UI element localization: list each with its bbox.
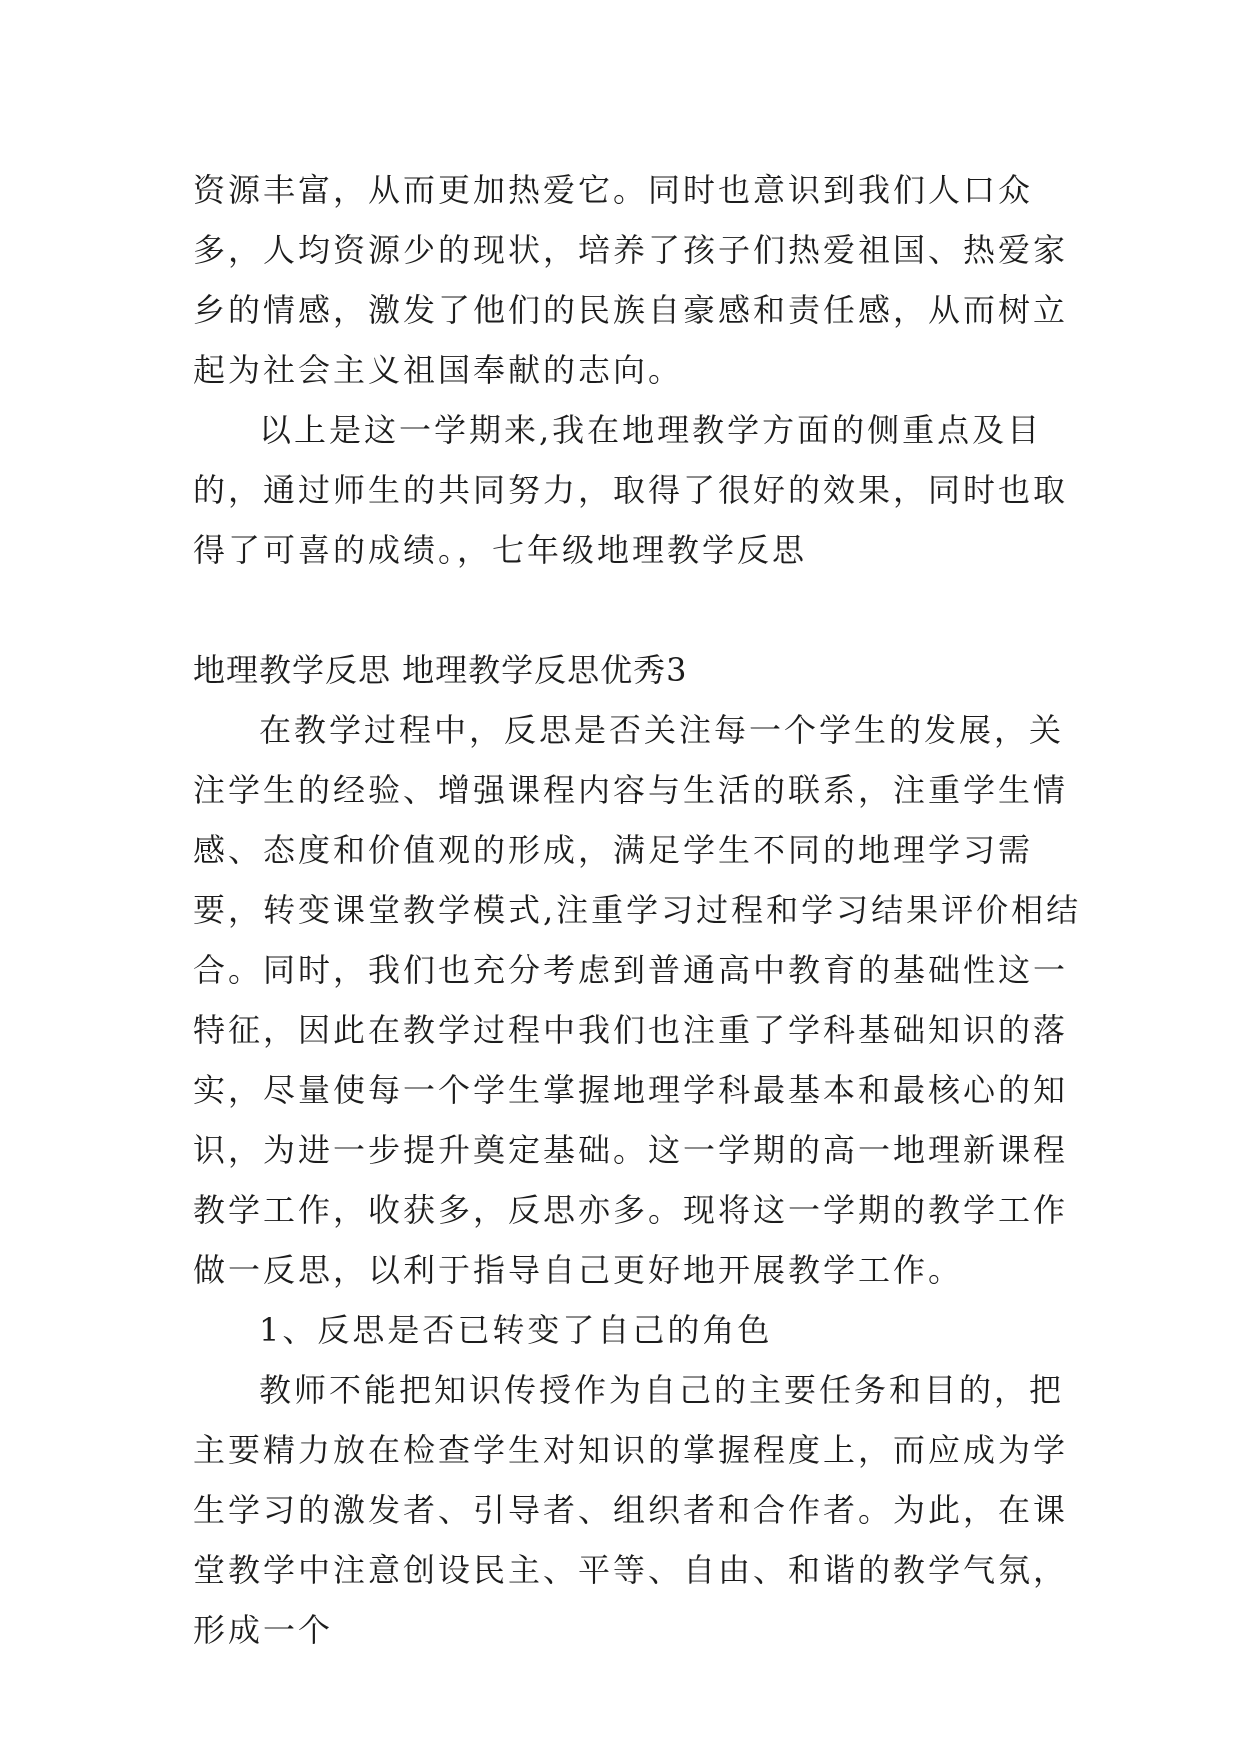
paragraph: 资源丰富，从而更加热爱它。同时也意识到我们人口众多，人均资源少的现状，培养了孩子们热爱祖国、热爱家乡的情感，激发了他们的民族自豪感和责任感，从而树立起为社会主义祖国奉献的志向。	[193, 171, 1069, 389]
numbered-subheading: 1、反思是否已转变了自己的角色	[259, 1311, 773, 1349]
paragraph: 在教学过程中，反思是否关注每一个学生的发展，关注学生的经验、增强课程内容与生活的联系，注重学生情感、态度和价值观的形成，满足学生不同的地理学习需要，转变课堂教学模式,注重学习过程和学习结果评价相结合。同时，我们也充分考虑到普通高中教育的基础性这一特征，因此在教学过程中我们也注重了学科基础知识的落实，尽量使每一个学生掌握地理学科最基本和最核心的知识，为进一步提升奠定基础。这一学期的高一地理新课程教学工作，收获多，反思亦多。现将这一学期的教学工作做一反思，以利于指导自己更好地开展教学工作。	[193, 711, 1082, 1289]
paragraph: 教师不能把知识传授作为自己的主要任务和目的，把主要精力放在检查学生对知识的掌握程度上，而应成为学生学习的激发者、引导者、组织者和合作者。为此，在课堂教学中注意创设民主、平等、自由、和谐的教学气氛，形成一个	[193, 1371, 1069, 1649]
paragraph: 以上是这一学期来,我在地理教学方面的侧重点及目的，通过师生的共同努力，取得了很好的效果，同时也取得了可喜的成绩。，七年级地理教学反思	[193, 411, 1069, 569]
document-body	[193, 160, 1083, 1660]
section-heading: 地理教学反思 地理教学反思优秀3	[193, 651, 688, 689]
